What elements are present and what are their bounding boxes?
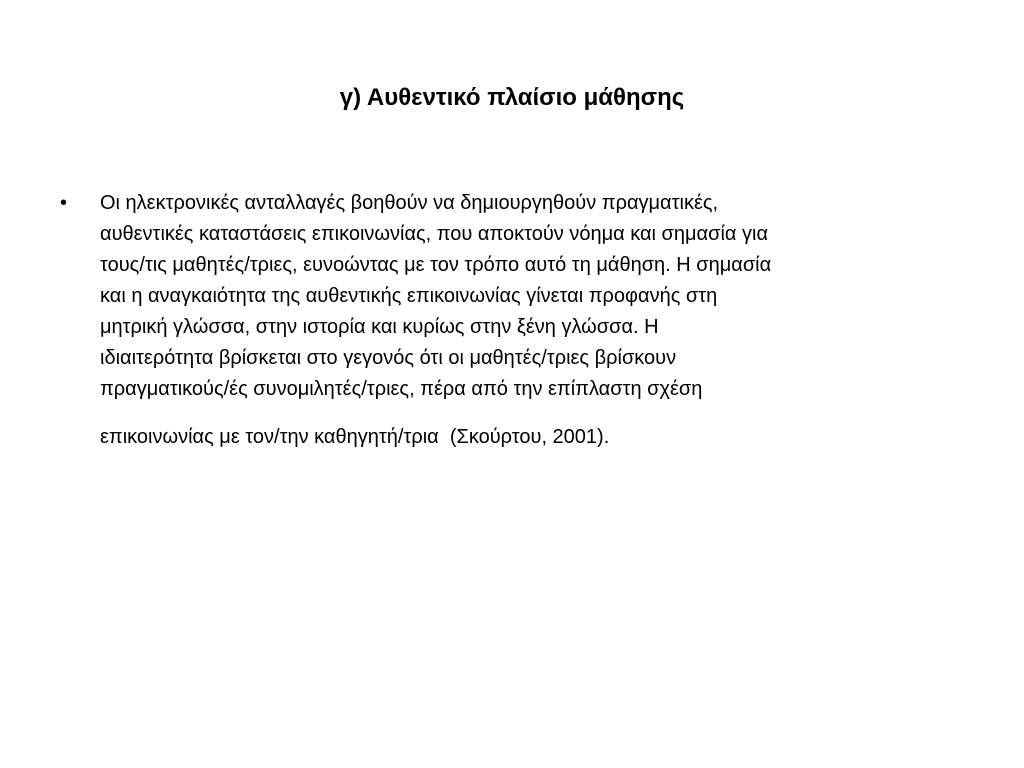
slide-title: γ) Αυθεντικό πλαίσιο μάθησης	[339, 84, 685, 111]
bullet-line: Οι ηλεκτρονικές ανταλλαγές βοηθούν να δημιουργηθούν πραγματικές,	[100, 192, 719, 214]
bullet-line: πραγματικούς/ές συνομιλητές/τριες, πέρα από την επίπλαστη σχέση	[100, 378, 703, 400]
bullet-line: τους/τις μαθητές/τριες, ευνοώντας με τον τρόπο αυτό τη μάθηση. Η σημασία	[100, 254, 772, 276]
bullet-line: και η αναγκαιότητα της αυθεντικής επικοινωνίας γίνεται προφανής στη	[100, 285, 718, 307]
bullet-list	[60, 188, 980, 453]
bullet-line: αυθεντικές καταστάσεις επικοινωνίας, που αποκτούν νόημα και σημασία για	[100, 223, 769, 245]
bullet-paragraph	[100, 188, 980, 405]
bullet-dot-icon: •	[60, 192, 68, 214]
bullet-line: ιδιαιτερότητα βρίσκεται στο γεγονός ότι οι μαθητές/τριες βρίσκουν	[100, 347, 677, 369]
bullet-line: μητρική γλώσσα, στην ιστορία και κυρίως στην ξένη γλώσσα. Η	[100, 316, 659, 338]
bullet-citation: επικοινωνίας με τον/την καθηγητή/τρια (Σκούρτου, 2001).	[100, 426, 610, 448]
bullet-item	[60, 188, 980, 453]
